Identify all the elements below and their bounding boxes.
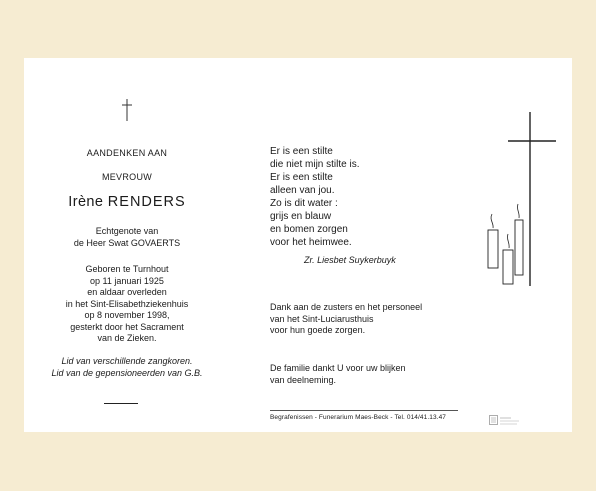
bio-line: Geboren te Turnhout [85,264,169,274]
bio-line: van de Zieken. [97,333,157,343]
membership-line: Lid van de gepensioneerden van G.B. [51,367,203,378]
poem-line: Zo is dit water : [270,198,338,209]
memorial-card [24,58,572,432]
cross-candles-illustration [484,110,558,290]
memberships-block [24,356,230,379]
membership-line: Lid van verschillende zangkoren. [61,356,193,366]
poem [270,145,359,249]
printer-mark-icon [489,415,529,429]
poem-line: alleen van jou. [270,185,335,196]
bio-line: in het Sint-Elisabethziekenhuis [65,298,189,309]
spouse-prefix: de Heer Swat [73,237,129,248]
poem-line: Er is een stilte [270,146,333,157]
family-block [270,363,406,386]
thanks-block [270,302,422,337]
bio-line: en aldaar overleden [87,287,167,297]
surname: RENDERS [107,194,186,210]
funeral-home-footer: Begrafenissen - Funerarium Maes-Beck - Tel. 014/41.13.47 [270,414,447,421]
candle-icon [515,204,523,275]
footer-divider [270,410,458,411]
spouse-line2 [24,238,230,250]
thanks-line: van het Sint-Luciarusthuis [270,313,374,324]
poem-line: en bomen zorgen [270,224,348,235]
bio-line: op 8 november 1998, [84,310,170,320]
deceased-name [24,194,230,210]
bio-line: op 11 januari 1925 [90,275,164,286]
bio-block [24,264,230,345]
candle-icon [488,214,498,268]
poem-author: Zr. Liesbet Suykerbuyk [304,255,396,265]
thanks-line: Dank aan de zusters en het personeel [270,302,423,312]
thanks-line: voor hun goede zorgen. [270,325,366,335]
candle-icon [503,234,513,284]
left-divider [104,403,138,404]
family-line: van deelneming. [270,374,337,385]
spouse-line1: Echtgenote van [95,226,159,236]
header-line1: AANDENKEN AAN [86,148,168,158]
cross-icon [121,98,133,122]
family-line: De familie dankt U voor uw blijken [270,363,406,373]
poem-line: voor het heimwee. [270,237,352,248]
spouse-surname: GOVAERTS [130,237,181,248]
spouse-block [24,226,230,249]
header-line2: MEVROUW [101,172,153,182]
poem-line: grijs en blauw [270,211,332,222]
first-name: Irène [68,194,104,210]
poem-line: die niet mijn stilte is. [270,159,360,170]
bio-line: gesterkt door het Sacrament [70,321,184,332]
poem-line: Er is een stilte [270,172,333,183]
